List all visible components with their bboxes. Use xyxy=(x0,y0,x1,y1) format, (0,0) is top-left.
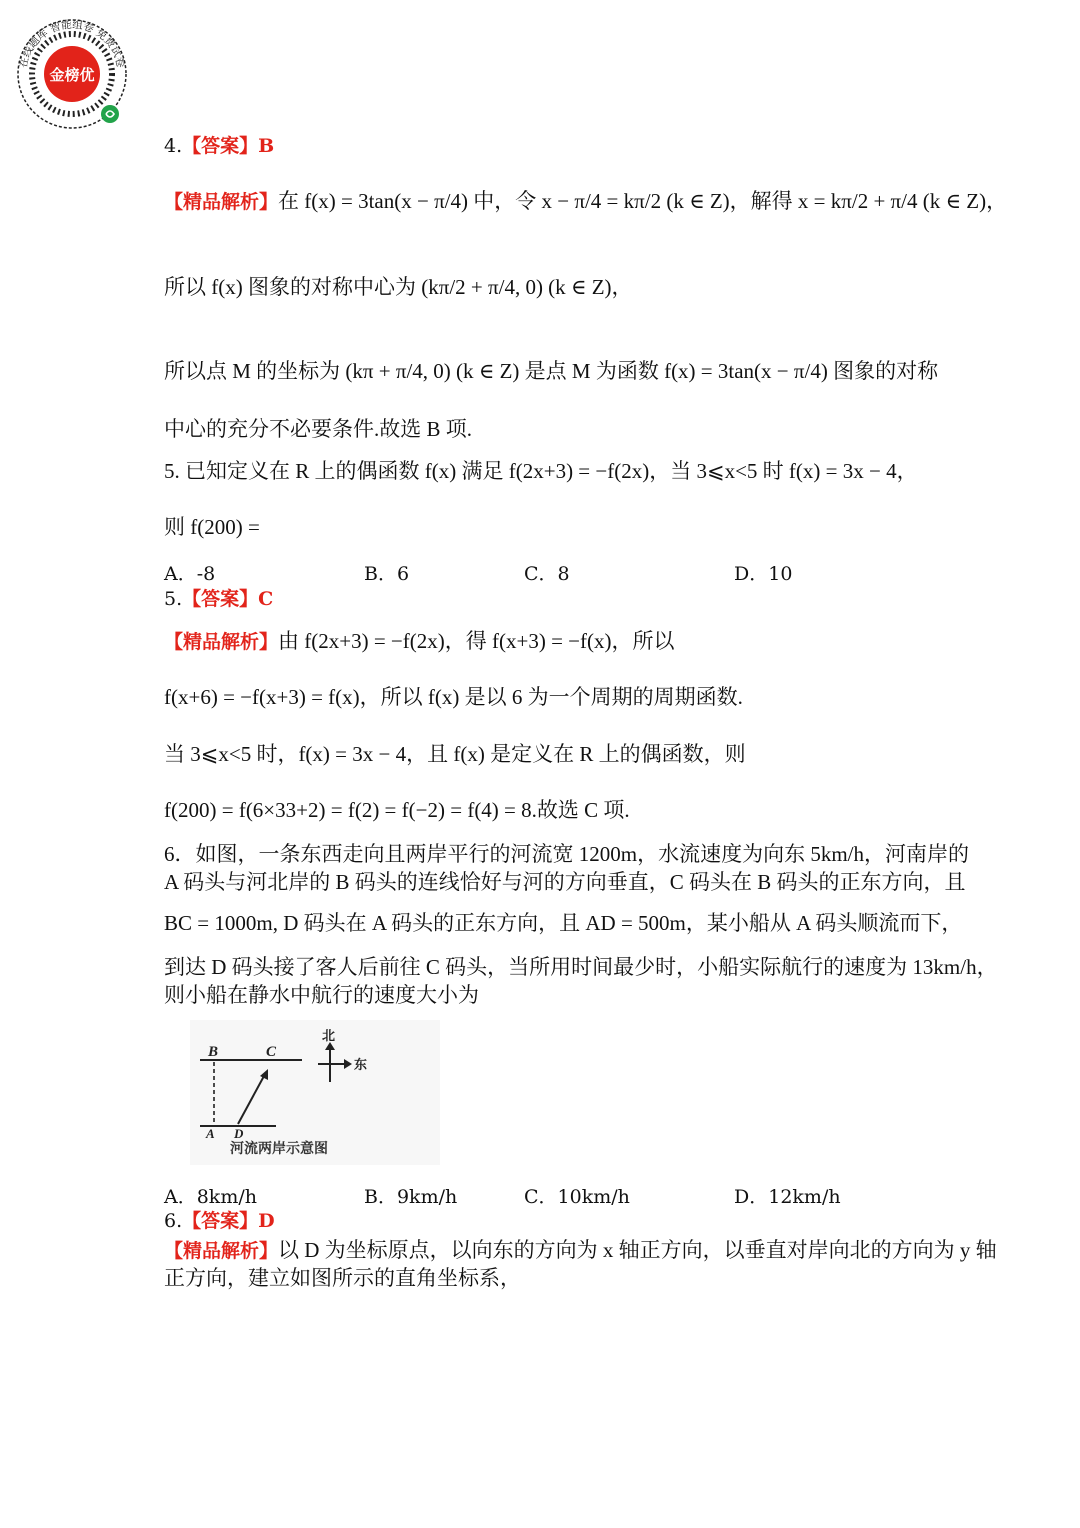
q5-stem-line-2: 则 f(200) = xyxy=(164,515,260,539)
q5-analysis-line-3: 当 3⩽x<5 时，f(x) = 3x − 4，且 f(x) 是定义在 R 上的偶函数，则 xyxy=(164,742,746,766)
q4-answer-line xyxy=(164,133,920,159)
q5-stem-line-1: 5. 已知定义在 R 上的偶函数 f(x) 满足 f(2x+3) = −f(2x)，当 3⩽x<5 时 f(x) = 3x − 4， xyxy=(164,459,918,483)
q4-analysis-line-2: 所以 f(x) 图象的对称中心为 (kπ/2 + π/4, 0) (k ∈ Z)， xyxy=(164,275,633,299)
analysis-tag: 【精品解析】 xyxy=(164,631,279,653)
q5-analysis-line-1: 【精品解析】由 f(2x+3) = −f(2x)，得 f(x+3) = −f(x)，所以 xyxy=(164,629,675,653)
label-d: D xyxy=(234,1126,244,1141)
label-a: A xyxy=(206,1126,215,1141)
q4-analysis-line-4: 中心的充分不必要条件.故选 B 项. xyxy=(164,417,473,441)
mini-program-icon xyxy=(101,105,119,123)
q6-stem-line-1: 6．如图，一条东西走向且两岸平行的河流宽 1200m，水流速度为向东 5km/h，河南岸的 xyxy=(164,842,970,866)
q6-analysis-line-2: 正方向，建立如图所示的直角坐标系， xyxy=(164,1266,521,1290)
north-label: 北 xyxy=(322,1029,336,1044)
q4-answer-choice: B xyxy=(258,135,275,157)
jinbangyou-logo-badge xyxy=(6,4,138,136)
q6-analysis-line-1: 【精品解析】以 D 为坐标原点，以向东的方向为 x 轴正方向，以垂直对岸向北的方向为 y 轴 xyxy=(164,1238,997,1262)
answer-tag: 【答案】 xyxy=(182,588,259,610)
q5-option-c: C．8 xyxy=(524,563,570,585)
analysis-tag: 【精品解析】 xyxy=(164,1240,279,1262)
q4-number: 4. xyxy=(164,135,183,157)
q6-option-c: C．10km/h xyxy=(524,1186,630,1208)
q5-option-d: D．10 xyxy=(734,563,793,585)
q5-option-a: A．-8 xyxy=(164,563,216,585)
analysis-tag: 【精品解析】 xyxy=(164,191,279,213)
east-label: 东 xyxy=(354,1058,368,1073)
q4-analysis-line-3: 所以点 M 的坐标为 (kπ + π/4, 0) (k ∈ Z) 是点 M 为函数 f(x) = 3tan(x − π/4) 图象的对称 xyxy=(164,359,939,383)
q6-option-d: D．12km/h xyxy=(734,1186,841,1208)
logo-ring-text: 在线题库 智能组卷 免费试卷 xyxy=(17,18,127,69)
figure-caption: 河流两岸示意图 xyxy=(230,1141,328,1157)
label-b: B xyxy=(208,1044,219,1060)
q6-option-b: B．9km/h xyxy=(364,1186,458,1208)
q6-stem-line-3: BC = 1000m, D 码头在 A 码头的正东方向，且 AD = 500m，某小船从 A 码头顺流而下， xyxy=(164,911,963,935)
q6-answer-choice: D xyxy=(258,1210,275,1232)
q6-option-a: A．8km/h xyxy=(164,1186,257,1208)
q4-analysis-line-1: 【精品解析】在 f(x) = 3tan(x − π/4) 中，令 x − π/4 = kπ/2 (k ∈ Z)，解得 x = kπ/2 + π/4 (k ∈ Z)， xyxy=(164,189,1008,213)
q6-stem-line-4: 到达 D 码头接了客人后前往 C 码头，当所用时间最少时，小船实际航行的速度为 13km/h， xyxy=(164,955,998,979)
answer-tag: 【答案】 xyxy=(182,135,259,157)
q6-answer-line: 6.【答案】D xyxy=(164,1210,275,1232)
q5-option-b: B．6 xyxy=(364,563,410,585)
q5-analysis-line-2: f(x+6) = −f(x+3) = f(x)，所以 f(x) 是以 6 为一个周期的周期函数. xyxy=(164,685,743,709)
q5-answer-choice: C xyxy=(258,588,274,610)
q6-stem-line-5: 则小船在静水中航行的速度大小为 xyxy=(164,983,479,1007)
river-diagram xyxy=(190,1020,440,1165)
label-c: C xyxy=(266,1044,277,1060)
q5-analysis-line-4: f(200) = f(6×33+2) = f(2) = f(−2) = f(4) = 8.故选 C 项. xyxy=(164,798,630,822)
logo-center-text: 金榜优 xyxy=(49,66,95,84)
q6-stem-line-2: A 码头与河北岸的 B 码头的连线恰好与河的方向垂直，C 码头在 B 码头的正东方向，且 xyxy=(164,870,966,894)
q5-answer-line: 5.【答案】C xyxy=(164,588,274,610)
answer-tag: 【答案】 xyxy=(182,1210,259,1232)
